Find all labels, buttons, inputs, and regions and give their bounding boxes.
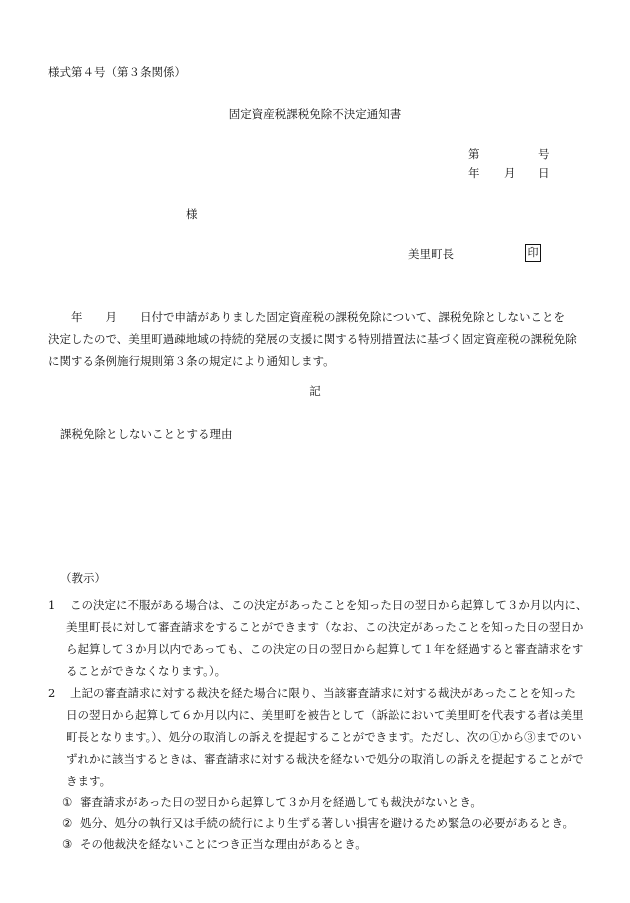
sub-items	[48, 792, 608, 855]
document-title: 固定資産税課税免除不決定通知書	[228, 107, 402, 121]
kyoji-heading: （教示）	[60, 571, 106, 585]
sub-item-text: 処分、処分の執行又は手続の続行により生ずる著しい損害を避けるため緊急の必要があるとき。	[80, 816, 575, 830]
sub-item-mark: ①	[62, 795, 73, 809]
body-paragraph	[48, 306, 588, 372]
body-line: に関する条例施行規則第３条の規定により通知します。	[48, 354, 335, 368]
note-line: 日の翌日から起算して６か月以内に、美里町を被告として（訴訟において美里町を代表する者は美里	[66, 708, 584, 722]
seal-mark: 印	[525, 244, 541, 262]
issuer-name: 美里町長	[408, 247, 454, 261]
note-line: 町長となります。）、処分の取消しの訴えを提起することができます。ただし、次の①から③までのい	[66, 730, 582, 744]
note-line: この決定に不服がある場合は、この決定があったことを知った日の翌日から起算して３か月以内に、	[70, 598, 588, 612]
body-line: 年 月 日付で申請がありました固定資産税の課税免除について、課税免除としないことを	[48, 310, 566, 324]
number-go: 号	[538, 147, 550, 161]
ki-heading: 記	[309, 384, 321, 398]
date-day: 日	[538, 166, 550, 180]
note-item	[48, 682, 608, 792]
kyoji-notes	[48, 594, 608, 855]
note-number: 1	[48, 598, 56, 612]
sub-item-mark: ②	[62, 816, 73, 830]
note-line: 美里町長に対して審査請求をすることができます（なお、この決定があったことを知った日の翌日か	[66, 620, 584, 634]
note-line: ら起算して３か月以内であっても、この決定の日の翌日から起算して１年を経過すると審査請求をす	[66, 642, 584, 656]
date-year: 年	[468, 166, 480, 180]
note-line: きます。	[66, 774, 112, 788]
form-number: 様式第４号（第３条関係）	[48, 65, 186, 79]
sub-item-mark: ③	[62, 837, 73, 851]
note-item	[48, 594, 608, 682]
sub-item-text: その他裁決を経ないことにつき正当な理由があるとき。	[80, 837, 367, 851]
note-number: 2	[48, 686, 56, 700]
sub-item-text: 審査請求があった日の翌日から起算して３か月を経過しても裁決がないとき。	[80, 795, 482, 809]
number-dai: 第	[468, 147, 480, 161]
note-line: 上記の審査請求に対する裁決を経た場合に限り、当該審査請求に対する裁決があったことを知った	[70, 686, 576, 700]
note-line: ずれかに該当するときは、審査請求に対する裁決を経ないで処分の取消しの訴えを提起することがで	[66, 752, 584, 766]
addressee-suffix: 様	[186, 207, 198, 221]
note-line: ることができなくなります。）。	[66, 664, 227, 678]
body-line: 決定したので、美里町過疎地域の持続的発展の支援に関する特別措置法に基づく固定資産税の課税免除	[48, 332, 577, 346]
reason-heading: 課税免除としないこととする理由	[60, 427, 233, 441]
date-month: 月	[504, 166, 516, 180]
